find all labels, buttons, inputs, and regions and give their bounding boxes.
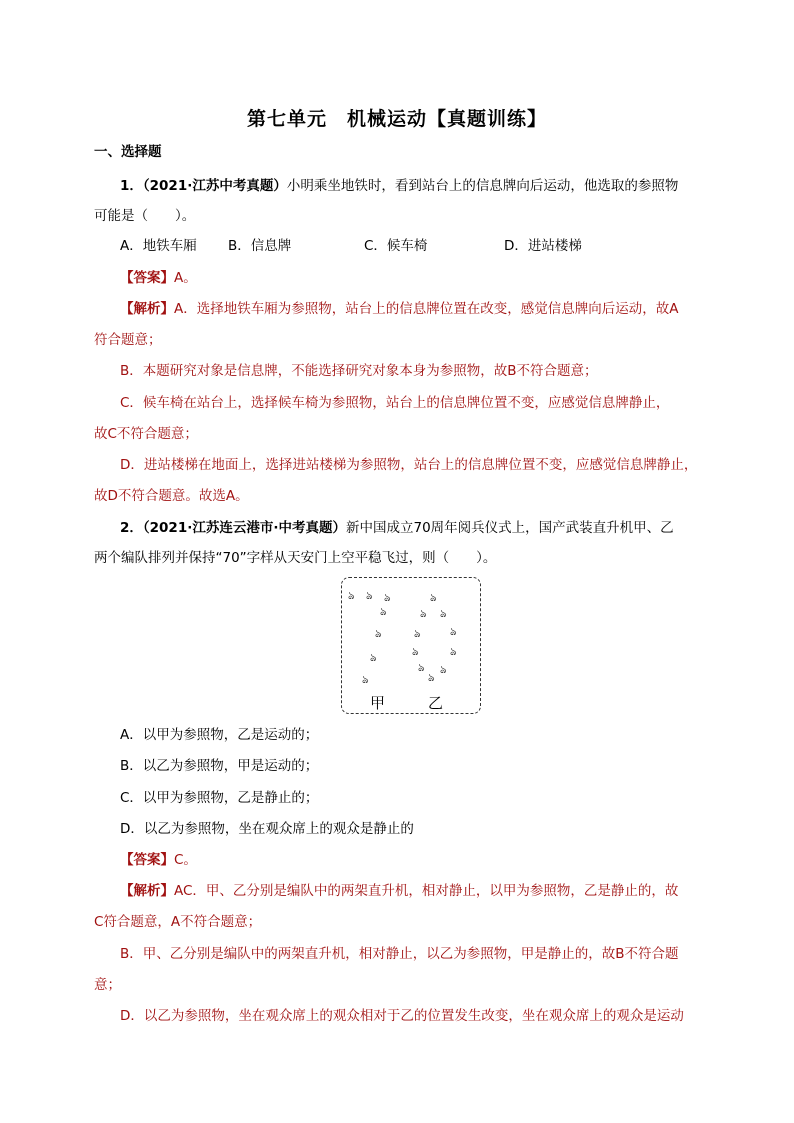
q2-answer: [120, 850, 700, 870]
helicopter-icon: ঌ: [380, 605, 387, 618]
q1-stem-line1: [120, 176, 700, 196]
helicopter-icon: ঌ: [414, 627, 421, 640]
helicopter-icon: ঌ: [412, 645, 419, 658]
q2-analysis-line: B．甲、乙分别是编队中的两架直升机，相对静止，以乙为参照物，甲是静止的，故B不符合题: [120, 946, 679, 962]
q2-analysis-line: C符合题意，A不符合题意；: [94, 914, 262, 930]
helicopter-icon: ঌ: [430, 591, 437, 604]
q2-option-b: B．以乙为参照物，甲是运动的；: [120, 758, 319, 774]
q1-analysis-line: [120, 299, 700, 319]
q1-option-c: C．候车椅: [364, 238, 428, 254]
helicopter-icon: ঌ: [428, 671, 435, 684]
q1-stem-text: 小明乘坐地铁时，看到站台上的信息牌向后运动，他选取的参照物: [286, 178, 679, 194]
q1-analysis-text: A．选择地铁车厢为参照物，站台上的信息牌位置在改变，感觉信息牌向后运动，故A: [174, 301, 679, 317]
q1-options: [120, 236, 700, 256]
helicopter-icon: ঌ: [440, 663, 447, 676]
formation-label-jia: 甲: [370, 694, 386, 712]
helicopter-icon: ঌ: [375, 627, 382, 640]
helicopter-icon: ঌ: [450, 625, 457, 638]
q2-analysis-text: AC．甲、乙分别是编队中的两架直升机，相对静止，以甲为参照物，乙是静止的，故: [174, 883, 679, 899]
formation-figure: [341, 577, 481, 714]
helicopter-icon: ঌ: [366, 589, 373, 602]
q2-option-d: D．以乙为参照物，坐在观众席上的观众是静止的: [120, 821, 414, 837]
helicopter-icon: ঌ: [418, 661, 425, 674]
q1-option-a: A．地铁车厢: [120, 238, 197, 254]
q1-analysis-line: B．本题研究对象是信息牌，不能选择研究对象本身为参照物，故B不符合题意；: [120, 363, 598, 379]
q1-analysis-label: 【解析】: [120, 301, 174, 317]
q1-answer-value: A。: [174, 270, 197, 286]
q1-source: 1．（2021·江苏中考真题）: [120, 178, 287, 194]
helicopter-icon: ঌ: [362, 673, 369, 686]
formation-label-yi: 乙: [428, 694, 444, 712]
q1-analysis-line: D．进站楼梯在地面上，选择进站楼梯为参照物，站台上的信息牌位置不变，应感觉信息牌静止，: [120, 457, 698, 473]
helicopter-icon: ঌ: [420, 607, 427, 620]
q2-stem-text: 新中国成立70周年阅兵仪式上，国产武装直升机甲、乙: [345, 520, 674, 536]
q1-option-b: B．信息牌: [228, 238, 292, 254]
q1-analysis-line: 故D不符合题意。故选A。: [94, 488, 249, 504]
q1-answer: [120, 268, 700, 288]
helicopter-icon: ঌ: [348, 589, 355, 602]
q2-analysis-label: 【解析】: [120, 883, 174, 899]
helicopter-icon: ঌ: [384, 591, 391, 604]
q2-option-a: A．以甲为参照物，乙是运动的；: [120, 727, 319, 743]
q2-answer-label: 【答案】: [120, 852, 174, 868]
helicopter-icon: ঌ: [440, 607, 447, 620]
q1-stem-line2: 可能是（ ）。: [94, 208, 196, 224]
q2-analysis-line: [120, 881, 700, 901]
page-title: 第七单元 机械运动【真题训练】: [246, 108, 547, 130]
q1-option-d: D．进站楼梯: [504, 238, 582, 254]
q1-analysis-line: 符合题意；: [94, 332, 162, 348]
section-heading: 一、选择题: [94, 144, 162, 160]
q1-analysis-line: C．候车椅在站台上，选择候车椅为参照物，站台上的信息牌位置不变，应感觉信息牌静止，: [120, 395, 670, 411]
q2-analysis-line: D．以乙为参照物，坐在观众席上的观众相对于乙的位置发生改变，坐在观众席上的观众是运动: [120, 1008, 684, 1024]
q2-source: 2．（2021·江苏连云港市·中考真题）: [120, 520, 346, 536]
q2-answer-value: C。: [174, 852, 197, 868]
q1-analysis-line: 故C不符合题意；: [94, 426, 198, 442]
q1-answer-label: 【答案】: [120, 270, 174, 286]
q2-stem-line2: 两个编队排列并保持“70”字样从天安门上空平稳飞过，则（ ）。: [94, 550, 497, 566]
q2-analysis-line: 意；: [94, 977, 121, 993]
q2-option-c: C．以甲为参照物，乙是静止的；: [120, 790, 319, 806]
helicopter-icon: ঌ: [370, 651, 377, 664]
q2-stem-line1: [120, 518, 700, 538]
helicopter-icon: ঌ: [450, 645, 457, 658]
